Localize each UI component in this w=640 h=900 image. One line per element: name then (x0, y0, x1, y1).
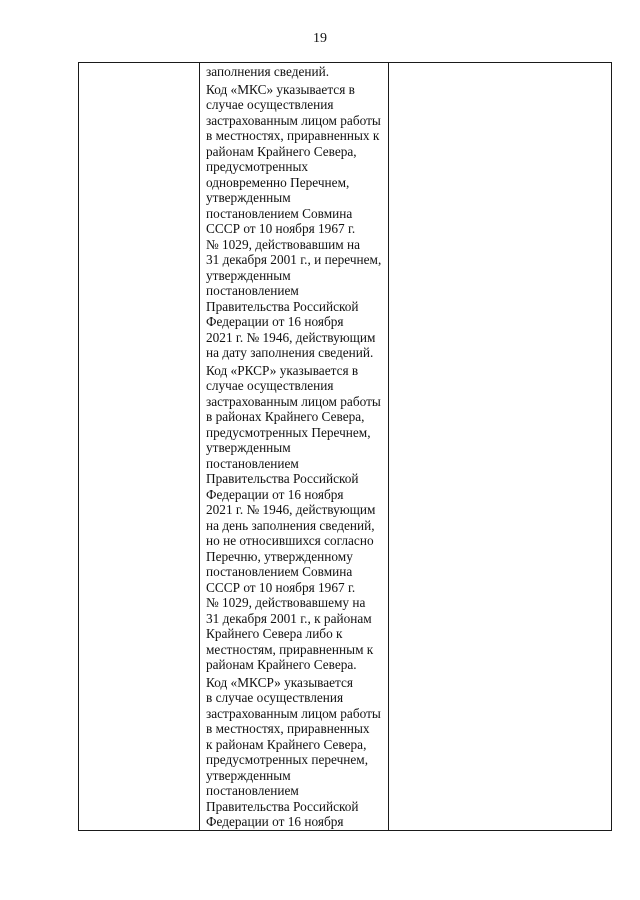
text-line: утвержденным (206, 267, 291, 283)
text-line: случае осуществления (206, 97, 334, 112)
text-line: к районам Крайнего Севера, (206, 736, 367, 752)
paragraph (206, 64, 384, 80)
text-line: Код «МКСР» указывается (206, 674, 354, 690)
text-line: постановлением (206, 455, 299, 471)
text-line: застрахованным лицом работы (206, 705, 381, 721)
text-line: случае осуществления (206, 378, 334, 393)
text-line: в местностях, приравненных к (206, 128, 380, 143)
text-line: застрахованным лицом работы (206, 112, 381, 128)
text-line: утвержденным (206, 767, 291, 783)
text-line: предусмотренных Перечнем, (206, 424, 371, 440)
text-line: Федерации от 16 ноября (206, 486, 344, 502)
text-line: Правительства Российской (206, 798, 359, 814)
text-line: в местностях, приравненных (206, 721, 370, 736)
text-line: 31 декабря 2001 г., к районам (206, 610, 372, 626)
text-line: заполнения сведений. (206, 64, 330, 79)
text-line: одновременно Перечнем, (206, 174, 350, 190)
text-line: на дату заполнения сведений. (206, 345, 374, 360)
text-line: Федерации от 16 ноября (206, 814, 344, 829)
text-line: районам Крайнего Севера. (206, 657, 357, 672)
text-line: Код «МКС» указывается в (206, 81, 355, 97)
cell-text (200, 63, 388, 830)
text-line: Правительства Российской (206, 471, 359, 486)
text-line: местностям, приравненным к (206, 641, 374, 657)
page-number: 19 (313, 31, 327, 46)
table-cell-left (79, 63, 200, 831)
paragraph (206, 675, 384, 830)
table-cell-right (389, 63, 612, 831)
text-line: Код «РКСР» указывается в (206, 362, 359, 378)
text-line: утвержденным (206, 440, 291, 455)
text-line: 2021 г. № 1946, действующим (206, 502, 376, 517)
text-line: постановлением (206, 283, 299, 298)
text-line: СССР от 10 ноября 1967 г. (206, 579, 356, 595)
text-line: застрахованным лицом работы (206, 393, 381, 409)
text-line: № 1029, действовавшему на (206, 595, 366, 610)
text-line: постановлением (206, 783, 299, 798)
text-line: постановлением Совмина (206, 564, 353, 579)
text-line: Правительства Российской (206, 298, 359, 314)
text-line: на день заполнения сведений, (206, 517, 375, 533)
text-line: 2021 г. № 1946, действующим (206, 329, 376, 345)
text-line: но не относившихся согласно (206, 533, 374, 548)
text-line: постановлением Совмина (206, 205, 353, 221)
text-line: предусмотренных перечнем, (206, 752, 369, 767)
table-cell-middle (200, 63, 389, 831)
text-line: районам Крайнего Севера, (206, 143, 357, 159)
paragraph (206, 82, 384, 361)
text-line: № 1029, действовавшим на (206, 236, 360, 252)
text-line: Федерации от 16 ноября (206, 314, 344, 329)
text-line: Крайнего Севера либо к (206, 626, 343, 641)
text-line: в районах Крайнего Севера, (206, 409, 365, 424)
paragraph (206, 363, 384, 673)
text-line: 31 декабря 2001 г., и перечнем, (206, 252, 382, 267)
table-row (79, 63, 612, 831)
document-table (78, 62, 612, 831)
text-line: предусмотренных (206, 159, 309, 174)
text-line: в случае осуществления (206, 690, 344, 705)
text-line: утвержденным (206, 190, 291, 205)
text-line: СССР от 10 ноября 1967 г. (206, 221, 356, 236)
text-line: Перечню, утвержденному (206, 548, 353, 564)
